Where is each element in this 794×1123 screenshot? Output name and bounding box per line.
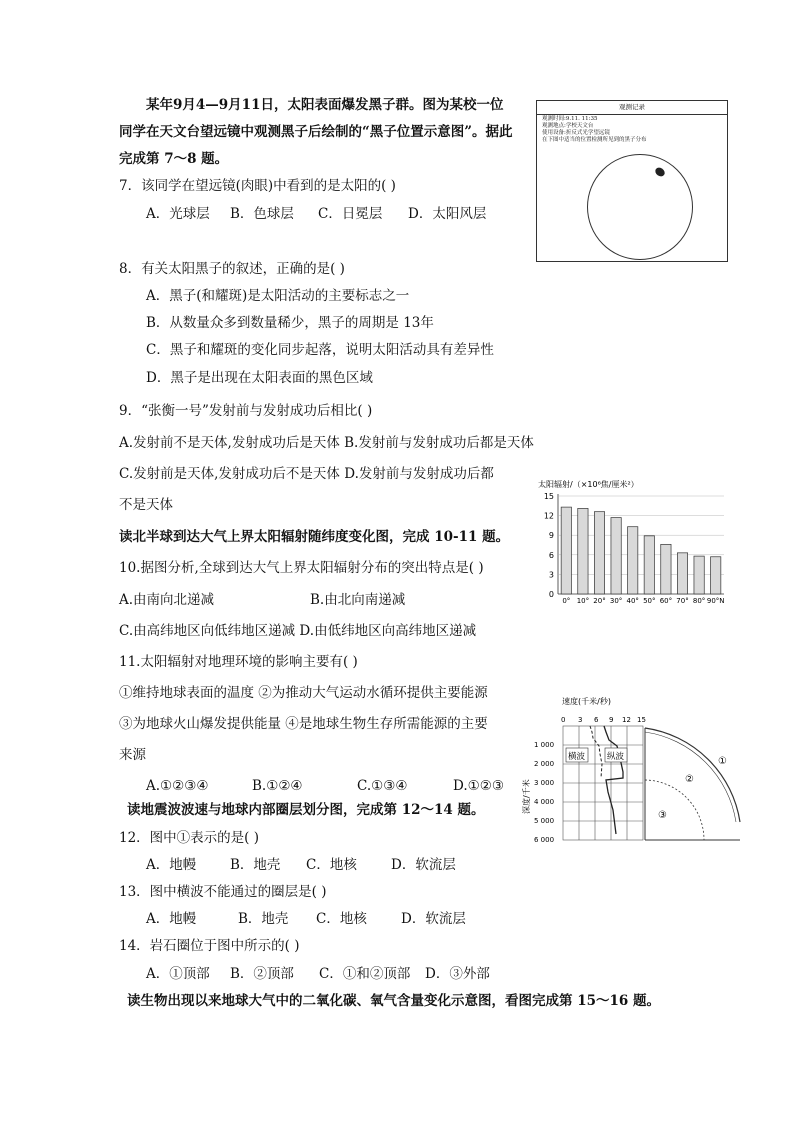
- reading-3: 读生物出现以来地球大气中的二氧化碳、氧气含量变化示意图，看图完成第 15～16 题。: [127, 993, 660, 1009]
- chart-bar: [661, 544, 671, 594]
- q13-option-a[interactable]: A．地幔: [146, 911, 197, 927]
- seismic-ylabel: 深度/千米: [522, 779, 531, 814]
- s-wave-curve: [590, 726, 602, 778]
- reading-2: 读地震波波速与地球内部圈层划分图，完成第 12～14 题。: [127, 802, 485, 818]
- seismic-xtick: 0: [561, 716, 566, 724]
- q11-statement-line-1: ①维持地球表面的温度 ②为推动大气运动水循环提供主要能源: [119, 685, 488, 701]
- seismic-ytick: 3 000: [534, 779, 555, 787]
- seismic-ytick: 1 000: [534, 741, 555, 749]
- q7-option-b[interactable]: B．色球层: [230, 206, 294, 222]
- q10-option-b[interactable]: B.由北向南递减: [310, 592, 406, 608]
- q14-option-b[interactable]: B．②顶部: [230, 966, 294, 982]
- q10-option-a[interactable]: A.由南向北递减: [119, 592, 215, 608]
- seismic-ytick: 4 000: [534, 798, 555, 806]
- chart-x-tick-label: 50°: [643, 597, 656, 605]
- chart-y-tick-label: 9: [548, 531, 554, 541]
- chart-bar: [578, 508, 588, 594]
- intro-line-2: 同学在天文台望远镜中观测黑子后绘制的“黑子位置示意图”。据此: [119, 124, 513, 140]
- chart-bar: [611, 518, 621, 594]
- observation-device: 使用设备:折反式光学望远镜: [542, 130, 610, 136]
- q14-option-d[interactable]: D．③外部: [425, 966, 490, 982]
- q8-option-b[interactable]: B．从数量众多到数量稀少，黑子的周期是 13年: [146, 315, 434, 331]
- solar-radiation-chart: [534, 476, 734, 608]
- chart-bar: [677, 553, 687, 594]
- q11-statement-line-3: 来源: [119, 747, 146, 763]
- chart-y-tick-label: 15: [543, 492, 554, 501]
- chart-x-tick-label: 0°: [562, 597, 571, 605]
- chart-x-tick-label: 80°: [692, 597, 706, 605]
- seismic-xtick: 6: [594, 716, 599, 724]
- q9-options-ab[interactable]: A.发射前不是天体,发射成功后是天体 B.发射前与发射成功后都是天体: [119, 435, 534, 451]
- seismic-wave-figure: [520, 694, 742, 844]
- chart-y-tick-label: 6: [548, 550, 554, 560]
- chart-x-tick-label: 40°: [626, 597, 639, 605]
- q13-option-c[interactable]: C．地核: [316, 911, 367, 927]
- p-wave-label: 纵波: [607, 752, 625, 762]
- observation-place: 观测地点:学校天文台: [542, 123, 594, 129]
- seismic-xtick: 3: [578, 716, 583, 724]
- seismic-xtick: 9: [609, 716, 614, 724]
- q12-stem: 12．图中①表示的是( ): [119, 830, 260, 846]
- reading-1: 读北半球到达大气上界太阳辐射随纬度变化图，完成 10-11 题。: [119, 529, 510, 545]
- q12-option-d[interactable]: D．软流层: [391, 857, 456, 873]
- p-wave-curve: [604, 726, 623, 834]
- q8-stem: 8．有关太阳黑子的叙述，正确的是( ): [119, 261, 345, 277]
- q11-option-d[interactable]: D.①②③: [453, 778, 504, 794]
- s-wave-label: 横波: [568, 752, 586, 762]
- chart-x-tick-label: 10°: [576, 597, 590, 605]
- seismic-grid: [563, 726, 643, 840]
- q7-stem: 7．该同学在望远镜(肉眼)中看到的是太阳的( ): [119, 178, 396, 194]
- q7-option-a[interactable]: A．光球层: [146, 206, 210, 222]
- layer-label-3: ③: [658, 810, 667, 821]
- chart-y-tick-label: 3: [548, 570, 554, 580]
- seismic-xtick: 12: [622, 716, 631, 724]
- q8-option-c[interactable]: C．黑子和耀斑的变化同步起落，说明太阳活动具有差异性: [146, 342, 494, 358]
- chart-y-tick-label: 12: [543, 511, 554, 521]
- layer-label-2: ②: [685, 774, 694, 785]
- q10-options-cd[interactable]: C.由高纬地区向低纬地区递减 D.由低纬地区向高纬地区递减: [119, 623, 477, 639]
- q13-option-d[interactable]: D．软流层: [401, 911, 466, 927]
- seismic-ytick: 2 000: [534, 760, 555, 768]
- q11-stem: 11.太阳辐射对地理环境的影响主要有( ): [119, 654, 358, 670]
- q11-option-b[interactable]: B.①②④: [252, 778, 303, 794]
- q9-stem: 9．“张衡一号”发射前与发射成功后相比( ): [119, 403, 373, 419]
- observation-instruction: 在下图中适当的位置检测所见到的黑子分布: [542, 137, 647, 143]
- seismic-ytick: 5 000: [534, 817, 555, 825]
- q11-option-a[interactable]: A.①②③④: [146, 778, 209, 794]
- q8-option-d[interactable]: D．黑子是出现在太阳表面的黑色区域: [146, 370, 373, 386]
- q7-option-d[interactable]: D．太阳风层: [408, 206, 487, 222]
- chart-x-tick-label: 90°N: [706, 597, 725, 605]
- chart-y-tick-label: 0: [548, 590, 554, 599]
- seismic-xtick: 15: [637, 716, 646, 724]
- q11-option-c[interactable]: C.①③④: [357, 778, 408, 794]
- chart-x-tick-label: 20°: [593, 597, 606, 605]
- q8-option-a[interactable]: A．黑子(和耀斑)是太阳活动的主要标志之一: [146, 288, 410, 304]
- chart-bar: [694, 556, 704, 594]
- chart-bar: [594, 512, 604, 594]
- q10-stem: 10.据图分析,全球到达大气上界太阳辐射分布的突出特点是( ): [119, 560, 484, 576]
- chart-x-tick-label: 30°: [609, 597, 623, 605]
- chart-bar: [628, 527, 638, 594]
- intro-line-1: 某年9月4—9月11日，太阳表面爆发黑子群。图为某校一位: [146, 97, 504, 113]
- chart-bar: [644, 536, 654, 594]
- q12-option-b[interactable]: B．地壳: [230, 857, 281, 873]
- q14-stem: 14．岩石圈位于图中所示的( ): [119, 938, 300, 954]
- intro-line-3: 完成第 7～8 题。: [119, 151, 229, 167]
- sun-disk: [587, 154, 693, 260]
- q13-stem: 13．图中横波不能通过的圈层是( ): [119, 884, 327, 900]
- q9-options-cd-cont: 不是天体: [119, 497, 173, 513]
- chart-bar: [711, 557, 721, 594]
- observation-time: 观测时间:9.11. 11:35: [542, 116, 598, 122]
- chart-title: 太阳辐射/（×10⁶焦/厘米²）: [538, 480, 639, 489]
- q14-option-a[interactable]: A．①顶部: [146, 966, 210, 982]
- chart-x-tick-label: 70°: [676, 597, 689, 605]
- q14-option-c[interactable]: C．①和②顶部: [319, 966, 411, 982]
- observation-title: 观测记录: [537, 101, 727, 115]
- q9-options-cd[interactable]: C.发射前是天体,发射成功后不是天体 D.发射前与发射成功后都: [119, 466, 494, 482]
- seismic-ytick: 6 000: [534, 836, 555, 844]
- q7-option-c[interactable]: C．日冕层: [318, 206, 383, 222]
- q12-option-a[interactable]: A．地幔: [146, 857, 197, 873]
- q11-statement-line-2: ③为地球火山爆发提供能量 ④是地球生物生存所需能源的主要: [119, 716, 488, 732]
- q12-option-c[interactable]: C．地核: [306, 857, 357, 873]
- chart-x-tick-label: 60°: [659, 597, 673, 605]
- seismic-speed-title: 速度(千米/秒): [562, 697, 611, 706]
- layer-label-1: ①: [718, 756, 727, 767]
- chart-bar: [561, 507, 571, 594]
- q13-option-b[interactable]: B．地壳: [238, 911, 289, 927]
